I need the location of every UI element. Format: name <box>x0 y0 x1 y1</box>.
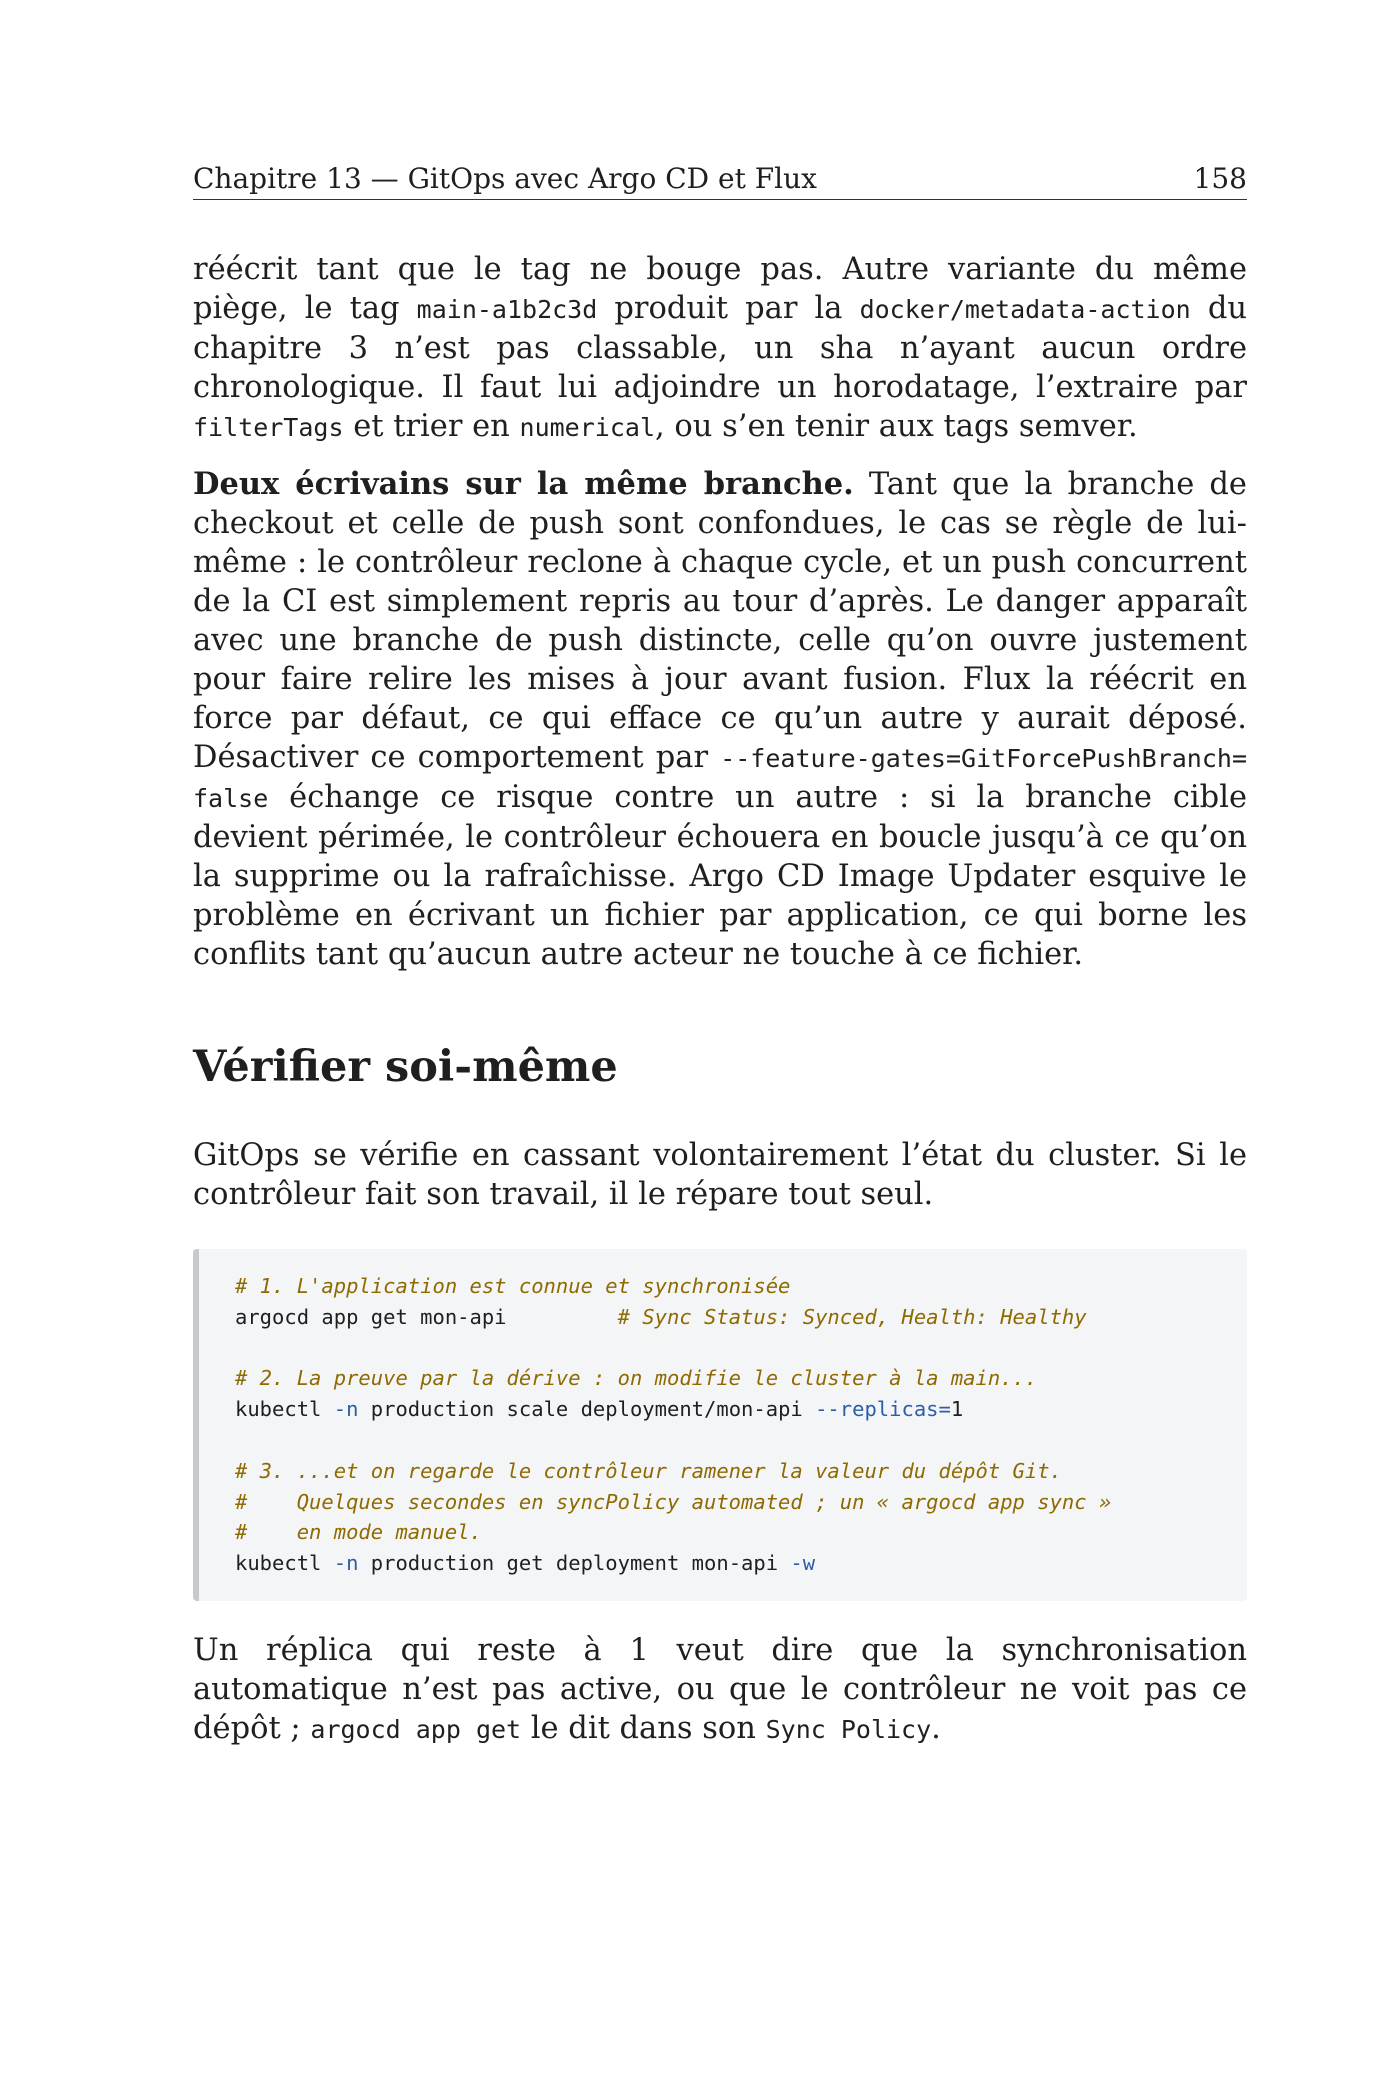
code-line <box>235 1394 1217 1425</box>
code-text: argocd app get mon-api <box>235 1304 618 1329</box>
code-text: production get deployment mon-api <box>358 1551 791 1576</box>
code-line <box>235 1302 1217 1333</box>
code-line <box>235 1271 1217 1302</box>
text-run: le dit dans son <box>521 1710 766 1746</box>
paragraph-replica-check <box>193 1631 1247 1749</box>
inline-code: docker/metadata-action <box>859 295 1191 324</box>
code-option: --replicas= <box>815 1397 951 1422</box>
code-line <box>235 1517 1217 1548</box>
code-line <box>235 1548 1217 1579</box>
code-comment: # Quelques secondes en syncPolicy automated ; un « argocd app sync » <box>235 1489 1112 1514</box>
code-text: production scale deployment/mon-api <box>358 1397 816 1422</box>
text-run: et trier en <box>343 409 520 444</box>
inline-code: argocd app get <box>310 1714 522 1744</box>
code-comment: # 3. ...et on regarde le contrôleur ramener la valeur du dépôt Git. <box>235 1458 1062 1483</box>
code-number: 1 <box>950 1397 964 1422</box>
paragraph-two-writers <box>193 465 1247 974</box>
text-run: produit par la <box>597 291 860 326</box>
page-number: 158 <box>1193 162 1247 195</box>
code-comment: # Sync Status: Synced, Health: Healthy <box>617 1304 1087 1329</box>
paragraph-intro-verify: GitOps se vérifie en cassant volontairement l’état du cluster. Si le contrôleur fait son travail, il le répare tout seul. <box>193 1138 1247 1212</box>
paragraph-tag-sorting <box>193 250 1247 447</box>
text-run: , ou s’en tenir aux tags semver. <box>655 409 1138 444</box>
section-heading: Vérifier soi-même <box>193 1042 618 1092</box>
chapter-title: Chapitre 13 — GitOps avec Argo CD et Flux <box>193 162 817 195</box>
text-run: échange ce risque contre un autre : si la branche cible devient périmée, le contrôleur échouera en boucle jusqu’à ce qu’on la supprime ou la rafraîchisse. Argo CD Image Updater esquive le problème en écrivant un fichier par application, ce qui borne les conflits tant qu’aucun autre acteur ne touche à ce fichier. <box>193 780 1247 972</box>
code-text: kubectl <box>235 1551 334 1576</box>
code-blank-line <box>235 1333 1217 1364</box>
text-run: . <box>931 1710 941 1746</box>
inline-code: Sync Policy <box>765 1714 932 1744</box>
inline-code: --feature-gates=GitForcePushBranch=false <box>193 744 1247 813</box>
code-option: -w <box>790 1551 816 1576</box>
code-option: -n <box>333 1397 359 1422</box>
code-line <box>235 1363 1217 1394</box>
text-run: Tant que la branche de checkout et celle de push sont confondues, le cas se règle de lui-même : le contrôleur reclone à chaque cycle, et un push concurrent de la CI est simplement repris au tour d’après. Le danger apparaît avec une branche de push distincte, celle qu’on ouvre justement pour faire relire les mises à jour avant fusion. Flux la réécrit en force par défaut, ce qui efface ce qu’un autre y aurait déposé. Désactiver ce comportement par <box>193 467 1247 775</box>
code-text: kubectl <box>235 1397 334 1422</box>
code-line <box>235 1456 1217 1487</box>
inline-code: filterTags <box>193 413 344 442</box>
run-in-heading: Deux écrivains sur la même branche. <box>193 466 854 502</box>
inline-code: main-a1b2c3d <box>416 295 598 324</box>
text-run: du chapitre 3 n’est pas classable, un sha n’ayant aucun ordre chronologique. Il faut lui adjoindre un horodatage, l’extraire par <box>193 291 1247 405</box>
document-page <box>193 162 1247 1749</box>
code-option: -n <box>333 1551 359 1576</box>
code-block <box>193 1249 1247 1601</box>
code-blank-line <box>235 1425 1217 1456</box>
text-run: réécrit tant que le tag ne bouge pas. Autre variante du même piège, le tag <box>193 252 1247 326</box>
inline-code: numerical <box>519 413 655 442</box>
code-comment: # en mode manuel. <box>235 1520 482 1545</box>
code-line <box>235 1487 1217 1518</box>
code-comment: # 1. L'application est connue et synchronisée <box>235 1274 791 1298</box>
text-run: Un réplica qui reste à 1 veut dire que la synchronisation automatique n’est pas active, ou que le contrôleur ne voit pas ce dépôt ; <box>193 1632 1247 1746</box>
code-comment: # 2. La preuve par la dérive : on modifie le cluster à la main... <box>235 1366 1038 1391</box>
running-header <box>193 162 1247 200</box>
